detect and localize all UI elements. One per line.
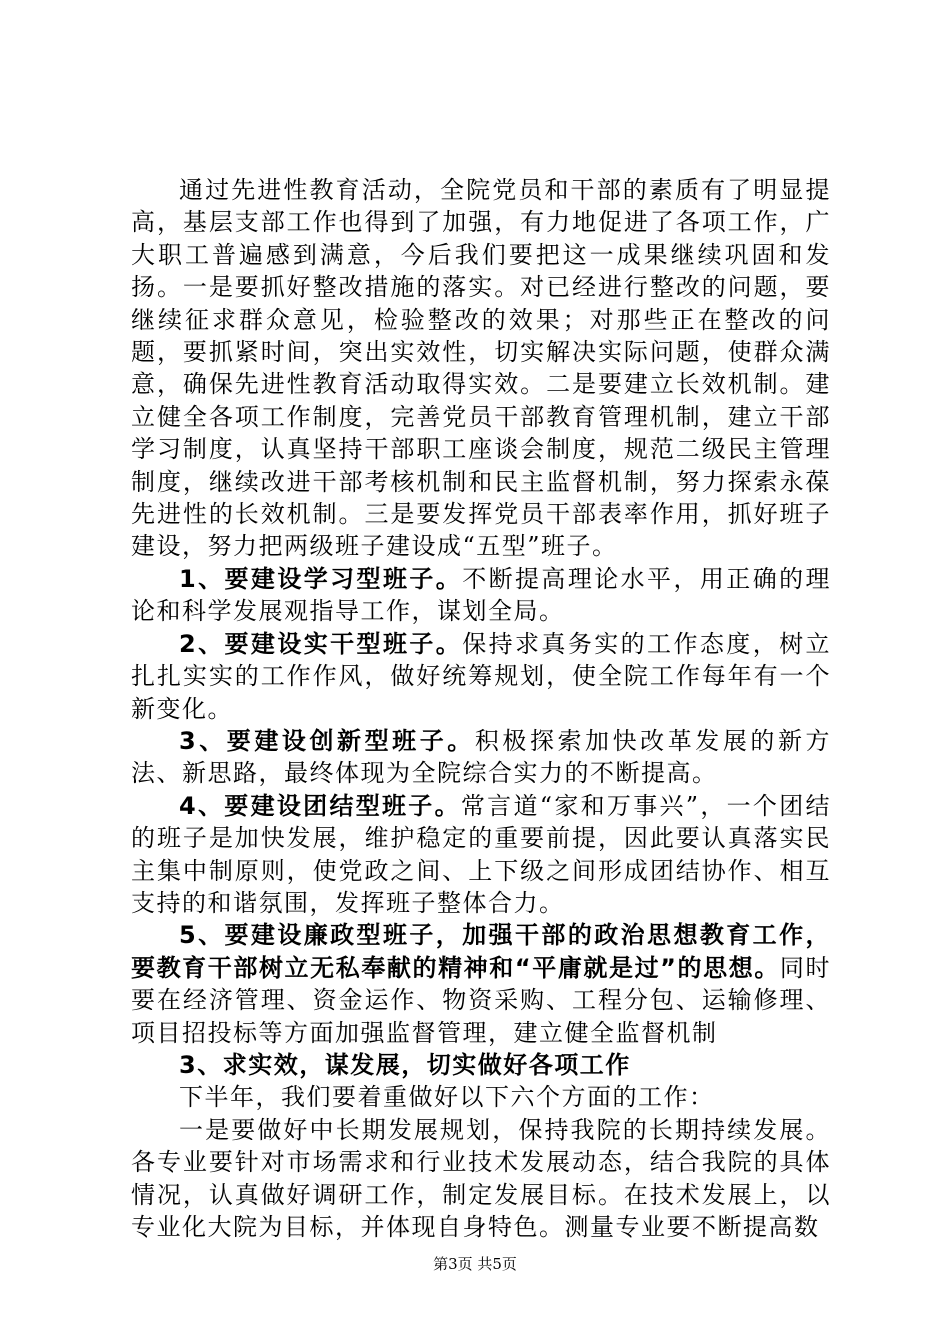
page-footer: 第3页 共5页	[433, 1255, 517, 1273]
paragraph-3-text: 保持求真务实的工作态度，树立扎扎实实的工作作风，做好统筹规划，使全院工作每年有一个新变化。	[131, 629, 832, 723]
paragraph-5-lead: 4、要建设团结型班子。	[179, 791, 461, 820]
paragraph-8-text: 下半年，我们要着重做好以下六个方面的工作：	[179, 1083, 715, 1112]
paragraph-5-text: 常言道“家和万事兴”，一个团结的班子是加快发展，维护稳定的重要前提，因此要认真落实民主集中制原则，使党政之间、上下级之间形成团结协作、相互支持的和谐氛围，发挥班子整体合力。	[131, 791, 831, 917]
paragraph-3	[131, 628, 831, 725]
paragraph-9-text: 一是要做好中长期发展规划，保持我院的长期持续发展。各专业要针对市场需求和行业技术发展动态，结合我院的具体情况，认真做好调研工作，制定发展目标。在技术发展上，以专业化大院为目标，并体现自身特色。测量专业要不断提高数	[131, 1115, 831, 1241]
paragraph-6-text: 同时要在经济管理、资金运作、物资采购、工程分包、运输修理、项目招投标等方面加强监督管理，建立健全监督机制	[131, 953, 832, 1047]
paragraph-8	[131, 1081, 831, 1113]
paragraph-1	[131, 174, 831, 563]
paragraph-9	[131, 1114, 831, 1244]
paragraph-2	[131, 563, 831, 628]
paragraph-4	[131, 725, 831, 790]
paragraph-3-lead: 2、要建设实干型班子。	[179, 629, 463, 658]
section-heading-lead: 3、求实效，谋发展，切实做好各项工作	[179, 1050, 631, 1079]
paragraph-6	[131, 919, 831, 1049]
document-body	[131, 174, 831, 1243]
paragraph-4-lead: 3、要建设创新型班子。	[179, 726, 475, 755]
paragraph-2-lead: 1、要建设学习型班子。	[179, 564, 463, 593]
paragraph-4-text: 积极探索加快改革发展的新方法、新思路，最终体现为全院综合实力的不断提高。	[131, 726, 832, 788]
paragraph-6-lead: 5、要建设廉政型班子，加强干部的政治思想教育工作，要教育干部树立无私奉献的精神和“平庸就是过”的思想。	[131, 921, 831, 982]
paragraph-1-text: 通过先进性教育活动，全院党员和干部的素质有了明显提高，基层支部工作也得到了加强，有力地促进了各项工作，广大职工普遍感到满意，今后我们要把这一成果继续巩固和发扬。一是要抓好整改措施的落实。对已经进行整改的问题，要继续征求群众意见，检验整改的效果；对那些正在整改的问题，要抓紧时间，突出实效性，切实解决实际问题，使群众满意，确保先进性教育活动取得实效。二是要建立长效机制。建立健全各项工作制度，完善党员干部教育管理机制，建立干部学习制度，认真坚持干部职工座谈会制度，规范二级民主管理制度，继续改进干部考核机制和民主监督机制，努力探索永葆先进性的长效机制。三是要发挥党员干部表率作用，抓好班子建设，努力把两级班子建设成“五型”班子。	[131, 176, 831, 561]
paragraph-5	[131, 790, 831, 920]
section-heading	[131, 1049, 831, 1081]
paragraph-2-text: 不断提高理论水平，用正确的理论和科学发展观指导工作，谋划全局。	[131, 564, 832, 626]
